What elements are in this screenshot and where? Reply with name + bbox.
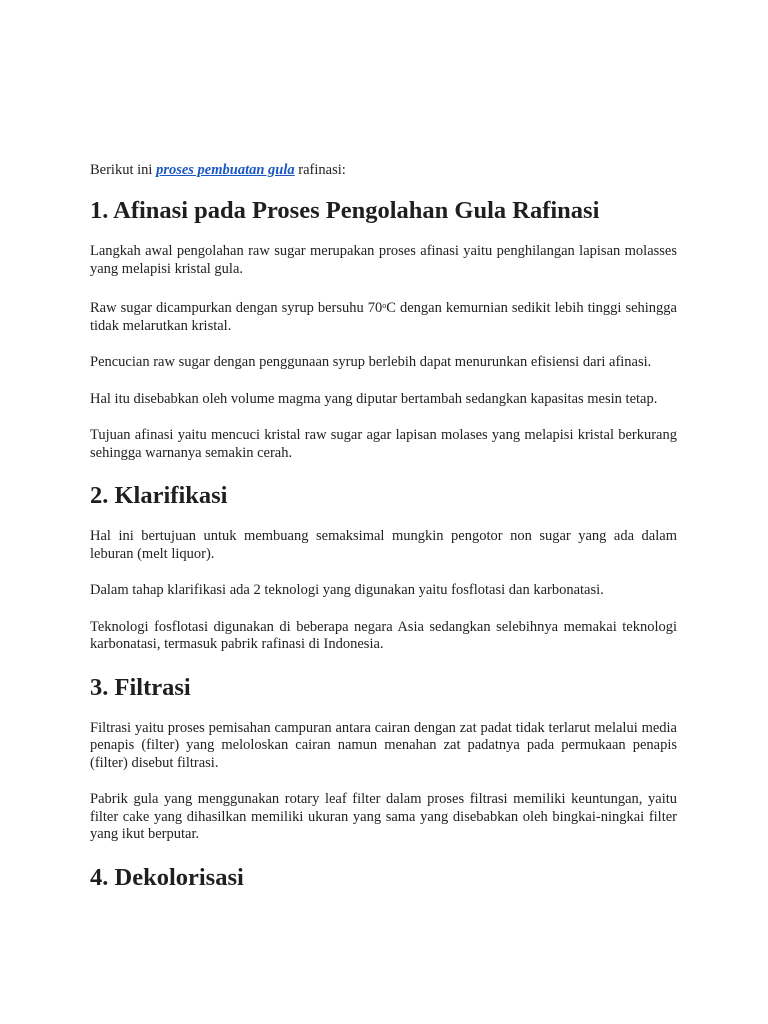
paragraph: Pencucian raw sugar dengan penggunaan syrup berlebih dapat menurunkan efisiensi dari afinasi. — [90, 354, 652, 370]
paragraph-temperature — [90, 297, 677, 335]
section-heading-klarifikasi: 2. Klarifikasi — [90, 482, 228, 509]
article-body — [90, 161, 677, 910]
paragraph: Pabrik gula yang menggunakan rotary leaf filter dalam proses filtrasi memiliki keuntungan, yaitu filter cake yang dihasilkan memiliki ukuran yang sama yang disebabkan oleh bingkai-ningkai filter yang ikut berputar. — [90, 791, 677, 842]
section-heading-dekolorisasi: 4. Dekolorisasi — [90, 863, 244, 891]
paragraph: Hal ini bertujuan untuk membuang semaksimal mungkin pengotor non sugar yang ada dalam leburan (melt liquor). — [90, 528, 677, 562]
section-heading-filtrasi: 3. Filtrasi — [90, 673, 191, 701]
proses-pembuatan-gula-link[interactable]: proses pembuatan gula — [156, 162, 295, 178]
temp-text-after: C dengan kemurnian sedikit lebih tinggi sehingga tidak melarutkan kristal. — [90, 300, 677, 334]
paragraph: Langkah awal pengolahan raw sugar merupakan proses afinasi yaitu penghilangan lapisan molasses yang melapisi kristal gula. — [90, 243, 677, 277]
paragraph: Dalam tahap klarifikasi ada 2 teknologi yang digunakan yaitu fosflotasi dan karbonatasi. — [90, 582, 604, 598]
temp-text-before: Raw sugar dicampurkan dengan syrup bersuhu 70 — [90, 300, 383, 316]
paragraph: Filtrasi yaitu proses pemisahan campuran antara cairan dengan zat padat tidak terlarut melalui media penapis (filter) yang meloloskan cairan namun menahan zat padatnya pada permukaan penapis (filter) disebut filtrasi. — [90, 719, 677, 771]
degree-symbol: o — [382, 301, 387, 310]
intro-after: rafinasi: — [294, 162, 346, 178]
section-heading-afinasi: 1. Afinasi pada Proses Pengolahan Gula Rafinasi — [90, 197, 600, 224]
paragraph: Hal itu disebabkan oleh volume magma yang diputar bertambah sedangkan kapasitas mesin tetap. — [90, 390, 658, 407]
paragraph: Tujuan afinasi yaitu mencuci kristal raw sugar agar lapisan molases yang melapisi kristal berkurang sehingga warnanya semakin cerah. — [90, 427, 677, 461]
paragraph: Teknologi fosflotasi digunakan di beberapa negara Asia sedangkan selebihnya memakai teknologi karbonatasi, termasuk pabrik rafinasi di Indonesia. — [90, 618, 677, 652]
intro-text — [90, 161, 677, 180]
intro-before: Berikut ini — [90, 162, 157, 178]
